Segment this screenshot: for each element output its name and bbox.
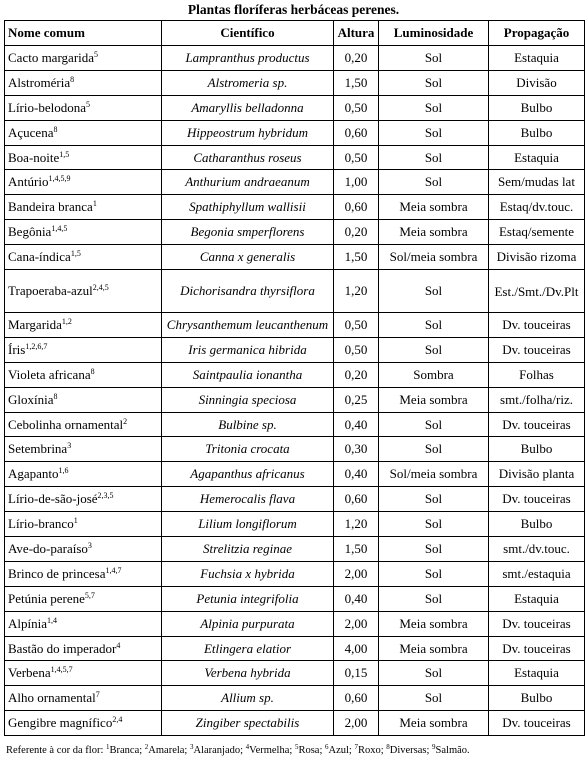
- table-row: [5, 46, 585, 71]
- cell-propagacao: Bulbo: [489, 686, 585, 711]
- color-reference: 3: [67, 441, 72, 451]
- cell-propagacao: smt./dv.touc.: [489, 537, 585, 562]
- nome-comum-text: Gloxínia: [8, 391, 54, 407]
- nome-comum-text: Bastão do imperador: [8, 640, 117, 656]
- cell-luminosidade: Meia sombra: [379, 220, 489, 245]
- nome-comum-text: Begônia: [8, 224, 52, 240]
- color-reference: 7: [95, 690, 100, 700]
- cell-cientifico: Lilium longiflorum: [162, 512, 334, 537]
- color-reference: 1: [92, 199, 97, 209]
- cell-propagacao: Estaquia: [489, 46, 585, 71]
- table-row: [5, 512, 585, 537]
- nome-comum-text: Brinco de princesa: [8, 565, 106, 581]
- cell-cientifico: Spathiphyllum wallisii: [162, 195, 334, 220]
- cell-cientifico: Strelitzia reginae: [162, 537, 334, 562]
- cell-luminosidade: Meia sombra: [379, 636, 489, 661]
- cell-altura: 0,20: [334, 46, 379, 71]
- table-row: [5, 636, 585, 661]
- cell-altura: 0,50: [334, 337, 379, 362]
- cell-propagacao: Dv. touceiras: [489, 636, 585, 661]
- cell-cientifico: Hippeostrum hybridum: [162, 120, 334, 145]
- cell-propagacao: Dv. touceiras: [489, 412, 585, 437]
- footnote-items: [106, 745, 470, 756]
- cell-cientifico: Canna x generalis: [162, 245, 334, 270]
- cell-cientifico: Petunia integrifolia: [162, 586, 334, 611]
- cell-nome-comum: [5, 245, 162, 270]
- footnote-color-name: Vermelha;: [249, 745, 295, 756]
- cell-luminosidade: Sol/meia sombra: [379, 462, 489, 487]
- cell-cientifico: Bulbine sp.: [162, 412, 334, 437]
- cell-nome-comum: [5, 337, 162, 362]
- nome-comum-text: Açucena: [8, 124, 54, 140]
- cell-cientifico: Sinningia speciosa: [162, 387, 334, 412]
- cell-nome-comum: [5, 270, 162, 313]
- cell-nome-comum: [5, 120, 162, 145]
- footnote-color-name: Azul;: [328, 745, 355, 756]
- color-reference: 5,7: [84, 590, 95, 600]
- cell-propagacao: Estaquia: [489, 586, 585, 611]
- cell-cientifico: Chrysanthemum leucanthenum: [162, 313, 334, 338]
- cell-cientifico: Hemerocalis flava: [162, 487, 334, 512]
- cell-nome-comum: [5, 512, 162, 537]
- cell-luminosidade: Sol: [379, 586, 489, 611]
- cell-cientifico: Amaryllis belladonna: [162, 95, 334, 120]
- cell-propagacao: Sem/mudas lat: [489, 170, 585, 195]
- color-reference: 2: [123, 416, 128, 426]
- cell-cientifico: Agapanthus africanus: [162, 462, 334, 487]
- table-row: [5, 412, 585, 437]
- color-reference: 1,4,7: [105, 565, 122, 575]
- cell-luminosidade: Sol: [379, 120, 489, 145]
- cell-nome-comum: [5, 46, 162, 71]
- header-luminosidade: Luminosidade: [379, 21, 489, 46]
- cell-altura: 1,50: [334, 245, 379, 270]
- color-reference: 8: [70, 74, 75, 84]
- footnote-number: 4: [245, 744, 250, 751]
- nome-comum-text: Cana-índica: [8, 249, 71, 265]
- cell-altura: 1,20: [334, 270, 379, 313]
- cell-luminosidade: Sol: [379, 561, 489, 586]
- cell-cientifico: Etlingera elatior: [162, 636, 334, 661]
- header-cientifico: Científico: [162, 21, 334, 46]
- color-reference: 4: [116, 640, 121, 650]
- cell-nome-comum: [5, 537, 162, 562]
- footnote-lead: Referente à cor da flor:: [6, 745, 106, 756]
- cell-nome-comum: [5, 387, 162, 412]
- nome-comum-text: Ave-do-paraíso: [8, 540, 88, 556]
- table-row: [5, 170, 585, 195]
- cell-cientifico: Anthurium andraeanum: [162, 170, 334, 195]
- cell-nome-comum: [5, 362, 162, 387]
- table-row: [5, 537, 585, 562]
- table-row: [5, 220, 585, 245]
- cell-nome-comum: [5, 711, 162, 736]
- table-row: [5, 145, 585, 170]
- cell-cientifico: Alstromeria sp.: [162, 70, 334, 95]
- cell-luminosidade: Sol: [379, 270, 489, 313]
- cell-propagacao: Folhas: [489, 362, 585, 387]
- footnote-color-name: Amarela;: [148, 745, 190, 756]
- nome-comum-text: Antúrio: [8, 174, 49, 190]
- cell-cientifico: Fuchsia x hybrida: [162, 561, 334, 586]
- cell-altura: 1,50: [334, 537, 379, 562]
- table-row: [5, 362, 585, 387]
- cell-altura: 0,50: [334, 95, 379, 120]
- color-reference: 1,6: [58, 466, 69, 476]
- cell-cientifico: Tritonia crocata: [162, 437, 334, 462]
- nome-comum-text: Cebolinha ornamental: [8, 416, 124, 432]
- cell-luminosidade: Sol: [379, 537, 489, 562]
- cell-altura: 0,60: [334, 195, 379, 220]
- cell-propagacao: Dv. touceiras: [489, 313, 585, 338]
- cell-altura: 2,00: [334, 611, 379, 636]
- footnote-color-name: Alaranjado;: [193, 745, 246, 756]
- table-body: [5, 46, 585, 736]
- cell-luminosidade: Sol: [379, 512, 489, 537]
- footnote-number: 5: [294, 744, 299, 751]
- cell-propagacao: smt./estaquia: [489, 561, 585, 586]
- footnote-number: 6: [324, 744, 329, 751]
- cell-altura: 0,15: [334, 661, 379, 686]
- cell-nome-comum: [5, 611, 162, 636]
- cell-propagacao: Bulbo: [489, 512, 585, 537]
- cell-propagacao: Dv. touceiras: [489, 337, 585, 362]
- cell-nome-comum: [5, 70, 162, 95]
- cell-propagacao: Dv. touceiras: [489, 711, 585, 736]
- cell-nome-comum: [5, 313, 162, 338]
- nome-comum-text: Lírio-de-são-josé: [8, 491, 98, 507]
- footnote-number: 7: [354, 744, 358, 751]
- color-reference: 1,5: [59, 149, 70, 159]
- color-reference: 5: [85, 99, 90, 109]
- cell-altura: 4,00: [334, 636, 379, 661]
- cell-luminosidade: Meia sombra: [379, 711, 489, 736]
- cell-altura: 0,60: [334, 487, 379, 512]
- cell-nome-comum: [5, 220, 162, 245]
- cell-altura: 0,60: [334, 120, 379, 145]
- table-title: Plantas floríferas herbáceas perenes.: [187, 2, 400, 17]
- table-row: [5, 586, 585, 611]
- cell-nome-comum: [5, 412, 162, 437]
- cell-propagacao: Estaquia: [489, 661, 585, 686]
- cell-altura: 0,40: [334, 412, 379, 437]
- color-reference: 5: [94, 49, 99, 59]
- cell-cientifico: Dichorisandra thyrsiflora: [162, 270, 334, 313]
- cell-altura: 0,30: [334, 437, 379, 462]
- cell-luminosidade: Meia sombra: [379, 195, 489, 220]
- cell-luminosidade: Sol: [379, 337, 489, 362]
- footnote-number: 2: [144, 744, 149, 751]
- cell-nome-comum: [5, 170, 162, 195]
- footnote-color-name: Rosa;: [298, 745, 325, 756]
- cell-nome-comum: [5, 661, 162, 686]
- cell-altura: 2,00: [334, 561, 379, 586]
- table-row: [5, 661, 585, 686]
- nome-comum-text: Violeta africana: [8, 366, 91, 382]
- cell-altura: 1,50: [334, 70, 379, 95]
- cell-propagacao: Estaquia: [489, 145, 585, 170]
- cell-propagacao: Divisão planta: [489, 462, 585, 487]
- nome-comum-text: Setembrina: [8, 441, 68, 457]
- table-row: [5, 686, 585, 711]
- table-header-row: [5, 21, 585, 46]
- cell-propagacao: Est./Smt./Dv.Plt: [489, 270, 585, 313]
- color-reference: 1,4,5,7: [50, 665, 73, 675]
- table-row: [5, 245, 585, 270]
- footnote-number: 9: [432, 744, 436, 751]
- nome-comum-text: Cacto margarida: [8, 49, 95, 65]
- footnote-number: 1: [106, 744, 110, 751]
- footnote: [6, 744, 584, 758]
- cell-luminosidade: Sol: [379, 70, 489, 95]
- table-row: [5, 120, 585, 145]
- cell-nome-comum: [5, 487, 162, 512]
- cell-luminosidade: Sol: [379, 46, 489, 71]
- table-row: [5, 337, 585, 362]
- color-reference: 8: [90, 366, 95, 376]
- cell-propagacao: Dv. touceiras: [489, 611, 585, 636]
- nome-comum-text: Lírio-branco: [8, 516, 74, 532]
- cell-propagacao: Bulbo: [489, 437, 585, 462]
- cell-altura: 0,40: [334, 586, 379, 611]
- cell-altura: 0,25: [334, 387, 379, 412]
- table-row: [5, 437, 585, 462]
- cell-altura: 0,60: [334, 686, 379, 711]
- nome-comum-text: Lírio-belodona: [8, 99, 86, 115]
- table-row: [5, 70, 585, 95]
- cell-altura: 1,00: [334, 170, 379, 195]
- color-reference: 8: [53, 391, 58, 401]
- cell-altura: 0,20: [334, 362, 379, 387]
- cell-luminosidade: Sol/meia sombra: [379, 245, 489, 270]
- header-altura: Altura: [334, 21, 379, 46]
- table-row: [5, 487, 585, 512]
- plants-table: [4, 20, 585, 736]
- cell-altura: 0,50: [334, 145, 379, 170]
- header-nome-comum: Nome comum: [5, 21, 162, 46]
- cell-nome-comum: [5, 462, 162, 487]
- table-row: [5, 387, 585, 412]
- cell-luminosidade: Sol: [379, 313, 489, 338]
- color-reference: 1,4,5: [51, 224, 68, 234]
- cell-luminosidade: Sol: [379, 95, 489, 120]
- cell-nome-comum: [5, 686, 162, 711]
- cell-nome-comum: [5, 95, 162, 120]
- cell-luminosidade: Sol: [379, 661, 489, 686]
- cell-luminosidade: Sol: [379, 412, 489, 437]
- cell-cientifico: Begonia smperflorens: [162, 220, 334, 245]
- footnote-color-name: Diversas;: [389, 745, 433, 756]
- cell-nome-comum: [5, 561, 162, 586]
- cell-luminosidade: Sol: [379, 170, 489, 195]
- cell-cientifico: Catharanthus roseus: [162, 145, 334, 170]
- cell-luminosidade: Meia sombra: [379, 387, 489, 412]
- cell-altura: 1,20: [334, 512, 379, 537]
- cell-propagacao: Divisão: [489, 70, 585, 95]
- color-reference: 3: [87, 540, 92, 550]
- cell-cientifico: Zingiber spectabilis: [162, 711, 334, 736]
- color-reference: 1,4,5,9: [48, 174, 71, 184]
- table-row: [5, 611, 585, 636]
- table-row: [5, 313, 585, 338]
- nome-comum-text: Trapoeraba-azul: [8, 283, 93, 299]
- cell-altura: 0,50: [334, 313, 379, 338]
- cell-luminosidade: Meia sombra: [379, 611, 489, 636]
- color-reference: 1: [73, 516, 78, 526]
- table-row: [5, 462, 585, 487]
- footnote-color-name: Roxo;: [357, 745, 387, 756]
- cell-nome-comum: [5, 195, 162, 220]
- nome-comum-text: Gengibre magnífico: [8, 715, 113, 731]
- cell-propagacao: Dv. touceiras: [489, 487, 585, 512]
- color-reference: 8: [53, 124, 58, 134]
- cell-luminosidade: Sol: [379, 145, 489, 170]
- color-reference: 2,4,5: [92, 283, 109, 293]
- cell-propagacao: smt./folha/riz.: [489, 387, 585, 412]
- cell-nome-comum: [5, 437, 162, 462]
- color-reference: 1,4: [47, 615, 57, 625]
- table-row: [5, 561, 585, 586]
- cell-propagacao: Bulbo: [489, 120, 585, 145]
- nome-comum-text: Verbena: [8, 665, 51, 681]
- nome-comum-text: Agapanto: [8, 466, 59, 482]
- footnote-number: 3: [189, 744, 194, 751]
- color-reference: 1,5: [70, 249, 81, 259]
- table-row: [5, 195, 585, 220]
- cell-propagacao: Estaq/dv.touc.: [489, 195, 585, 220]
- color-reference: 1,2,6,7: [25, 341, 48, 351]
- nome-comum-text: Petúnia perene: [8, 590, 85, 606]
- cell-luminosidade: Sol: [379, 487, 489, 512]
- cell-altura: 2,00: [334, 711, 379, 736]
- cell-nome-comum: [5, 586, 162, 611]
- cell-propagacao: Estaq/semente: [489, 220, 585, 245]
- nome-comum-text: Bandeira branca: [8, 199, 93, 215]
- cell-nome-comum: [5, 145, 162, 170]
- table-row: [5, 270, 585, 313]
- nome-comum-text: Boa-noite: [8, 149, 60, 165]
- header-propagacao: Propagação: [489, 21, 585, 46]
- nome-comum-text: Íris: [8, 341, 26, 357]
- cell-nome-comum: [5, 636, 162, 661]
- footnote-color-name: Branca;: [109, 745, 145, 756]
- cell-propagacao: Bulbo: [489, 95, 585, 120]
- color-reference: 2,3,5: [97, 491, 114, 501]
- table-row: [5, 95, 585, 120]
- cell-altura: 0,20: [334, 220, 379, 245]
- nome-comum-text: Margarida: [8, 316, 62, 332]
- nome-comum-text: Alstroméria: [8, 74, 71, 90]
- cell-cientifico: Verbena hybrida: [162, 661, 334, 686]
- cell-cientifico: Saintpaulia ionantha: [162, 362, 334, 387]
- cell-luminosidade: Sol: [379, 686, 489, 711]
- cell-cientifico: Allium sp.: [162, 686, 334, 711]
- cell-cientifico: Iris germanica hibrida: [162, 337, 334, 362]
- cell-propagacao: Divisão rizoma: [489, 245, 585, 270]
- nome-comum-text: Alho ornamental: [8, 690, 96, 706]
- cell-altura: 0,40: [334, 462, 379, 487]
- cell-cientifico: Lampranthus productus: [162, 46, 334, 71]
- footnote-color-name: Salmão.: [435, 745, 470, 756]
- footnote-number: 8: [386, 744, 390, 751]
- table-row: [5, 711, 585, 736]
- cell-cientifico: Alpinia purpurata: [162, 611, 334, 636]
- color-reference: 2,4: [112, 715, 123, 725]
- cell-luminosidade: Sombra: [379, 362, 489, 387]
- color-reference: 1,2: [61, 316, 72, 326]
- cell-luminosidade: Sol: [379, 437, 489, 462]
- nome-comum-text: Alpínia: [8, 615, 47, 631]
